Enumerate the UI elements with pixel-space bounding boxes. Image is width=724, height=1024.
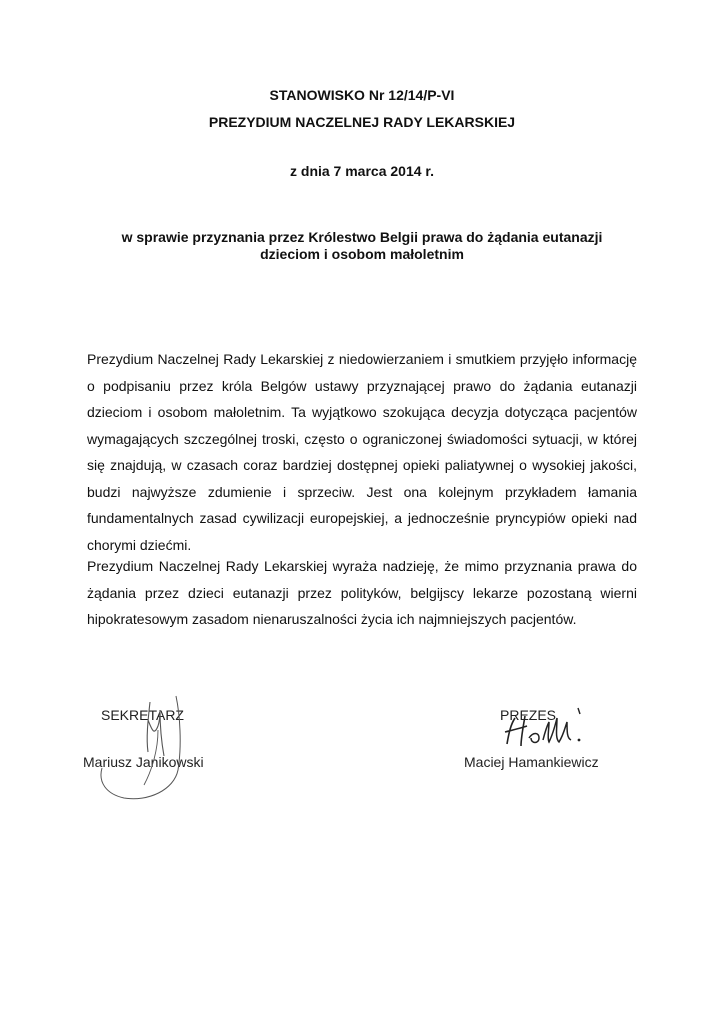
body-paragraph-2: Prezydium Naczelnej Rady Lekarskiej wyraża nadzieję, że mimo przyznania prawa do żądania przez dzieci eutanazji przez polityków, belgijscy lekarze pozostaną wierni hipokratesowym zasadom nienaruszalności życia ich najmniejszych pacjentów. [87,558,637,627]
president-name: Maciej Hamankiewicz [464,754,599,770]
secretary-title: SEKRETARZ [101,707,184,723]
secretary-name: Mariusz Janikowski [83,754,204,770]
president-title: PREZES [500,707,557,723]
document-subject: w sprawie przyznania przez Królestwo Belgii prawa do żądania eutanazji dzieciom i osobom małoletnim [121,229,603,262]
document-title: STANOWISKO Nr 12/14/P-VI [269,87,455,103]
document-date: z dnia 7 marca 2014 r. [290,163,434,179]
issuing-body: PREZYDIUM NACZELNEJ RADY LEKARSKIEJ [208,114,516,130]
body-paragraph-1: Prezydium Naczelnej Rady Lekarskiej z niedowierzaniem i smutkiem przyjęło informację o podpisaniu przez króla Belgów ustawy przyznającej prawo do żądania eutanazji dzieciom i osobom małoletnim. Ta wyjątkowo szokująca decyzja dotycząca pacjentów wymagających szczególnej troski, często o ograniczonej świadomości sytuacji, w której się znajdują, w czasach coraz bardziej dostępnej opieki paliatywnej o wysokiej jakości, budzi najwyższe zdumienie i sprzeciw. Jest ona kolejnym przykładem łamania fundamentalnych zasad cywilizacji europejskiej, a jednocześnie pryncypiów opieki nad chorymi dziećmi. [87,351,637,553]
